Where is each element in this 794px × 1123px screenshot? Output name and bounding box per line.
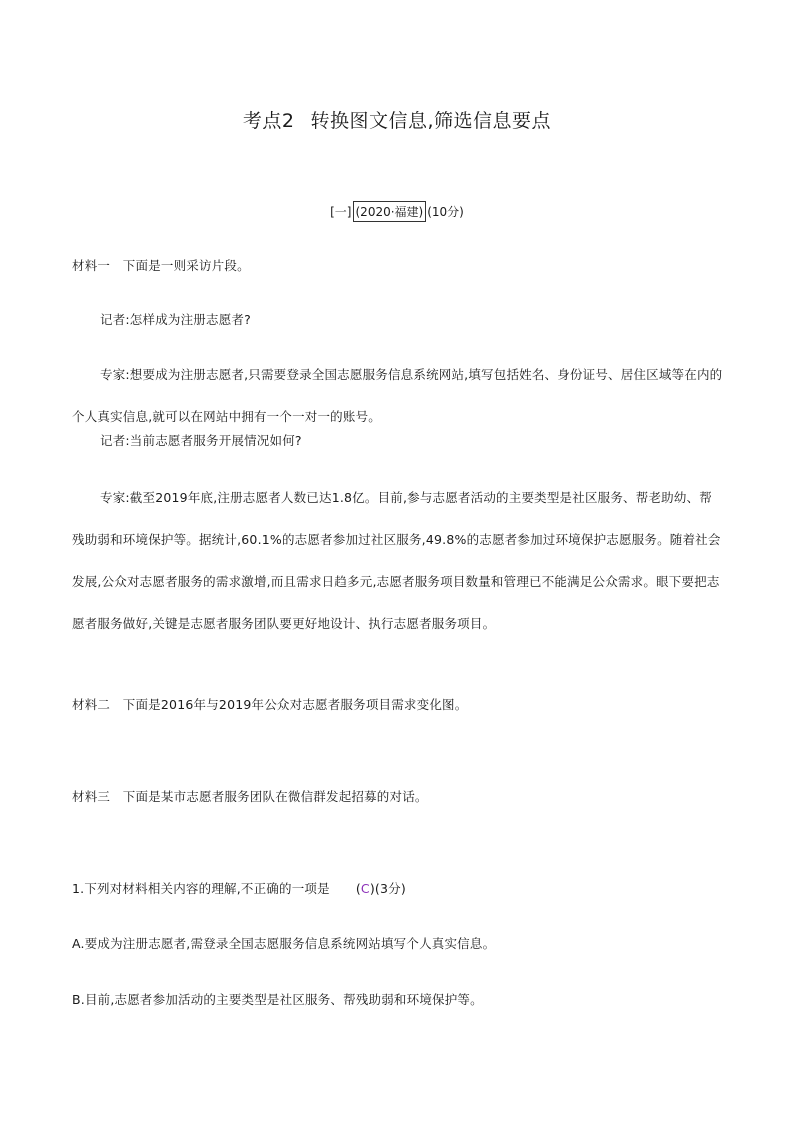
option-a: A.要成为注册志愿者,需登录全国志愿服务信息系统网站填写个人真实信息。 — [72, 936, 496, 951]
question1-stem-text: 1.下列对材料相关内容的理解,不正确的一项是 — [72, 881, 330, 896]
page-title — [0, 106, 794, 133]
material1-answer1: 专家:想要成为注册志愿者,只需要登录全国志愿服务信息系统网站,填写包括姓名、身份证号、居住区域等在内的个人真实信息,就可以在网站中拥有一个一对一的账号。 — [72, 367, 723, 424]
option-b: B.目前,志愿者参加活动的主要类型是社区服务、帮残助弱和环境保护等。 — [72, 992, 483, 1007]
answer-open: ( — [355, 881, 361, 896]
question1-stem — [72, 868, 724, 910]
question-prefix: [一] — [330, 205, 352, 219]
material3-intro: 材料三 下面是某市志愿者服务团队在微信群发起招募的对话。 — [72, 789, 428, 804]
title-label: 考点2 — [242, 110, 295, 132]
title-text: 转换图文信息,筛选信息要点 — [310, 110, 552, 132]
question-source: (2020·福建) — [353, 201, 427, 222]
answer-close: )(3分) — [369, 881, 406, 896]
question-points: (10分) — [427, 205, 464, 219]
material1-question1: 记者:怎样成为注册志愿者? — [100, 312, 251, 327]
material2-intro: 材料二 下面是2016年与2019年公众对志愿者服务项目需求变化图。 — [72, 697, 468, 712]
material1-question2: 记者:当前志愿者服务开展情况如何? — [100, 433, 302, 448]
material1-answer2: 专家:截至2019年底,注册志愿者人数已达1.8亿。目前,参与志愿者活动的主要类型是社区服务、帮老助幼、帮残助弱和环境保护等。据统计,60.1%的志愿者参加过社区服务,49.8%的志愿者参加过环境保护志愿服务。随着社会发展,公众对志愿者服务的需求激增,而且需求日趋多元,志愿者服务项目数量和管理已不能满足公众需求。眼下要把志愿者服务做好,关键是志愿者服务团队要更好地设计、执行志愿者服务项目。 — [72, 490, 721, 631]
material1-intro: 材料一 下面是一则采访片段。 — [72, 258, 250, 273]
answer-letter: C — [360, 881, 370, 896]
question-header — [0, 201, 794, 222]
